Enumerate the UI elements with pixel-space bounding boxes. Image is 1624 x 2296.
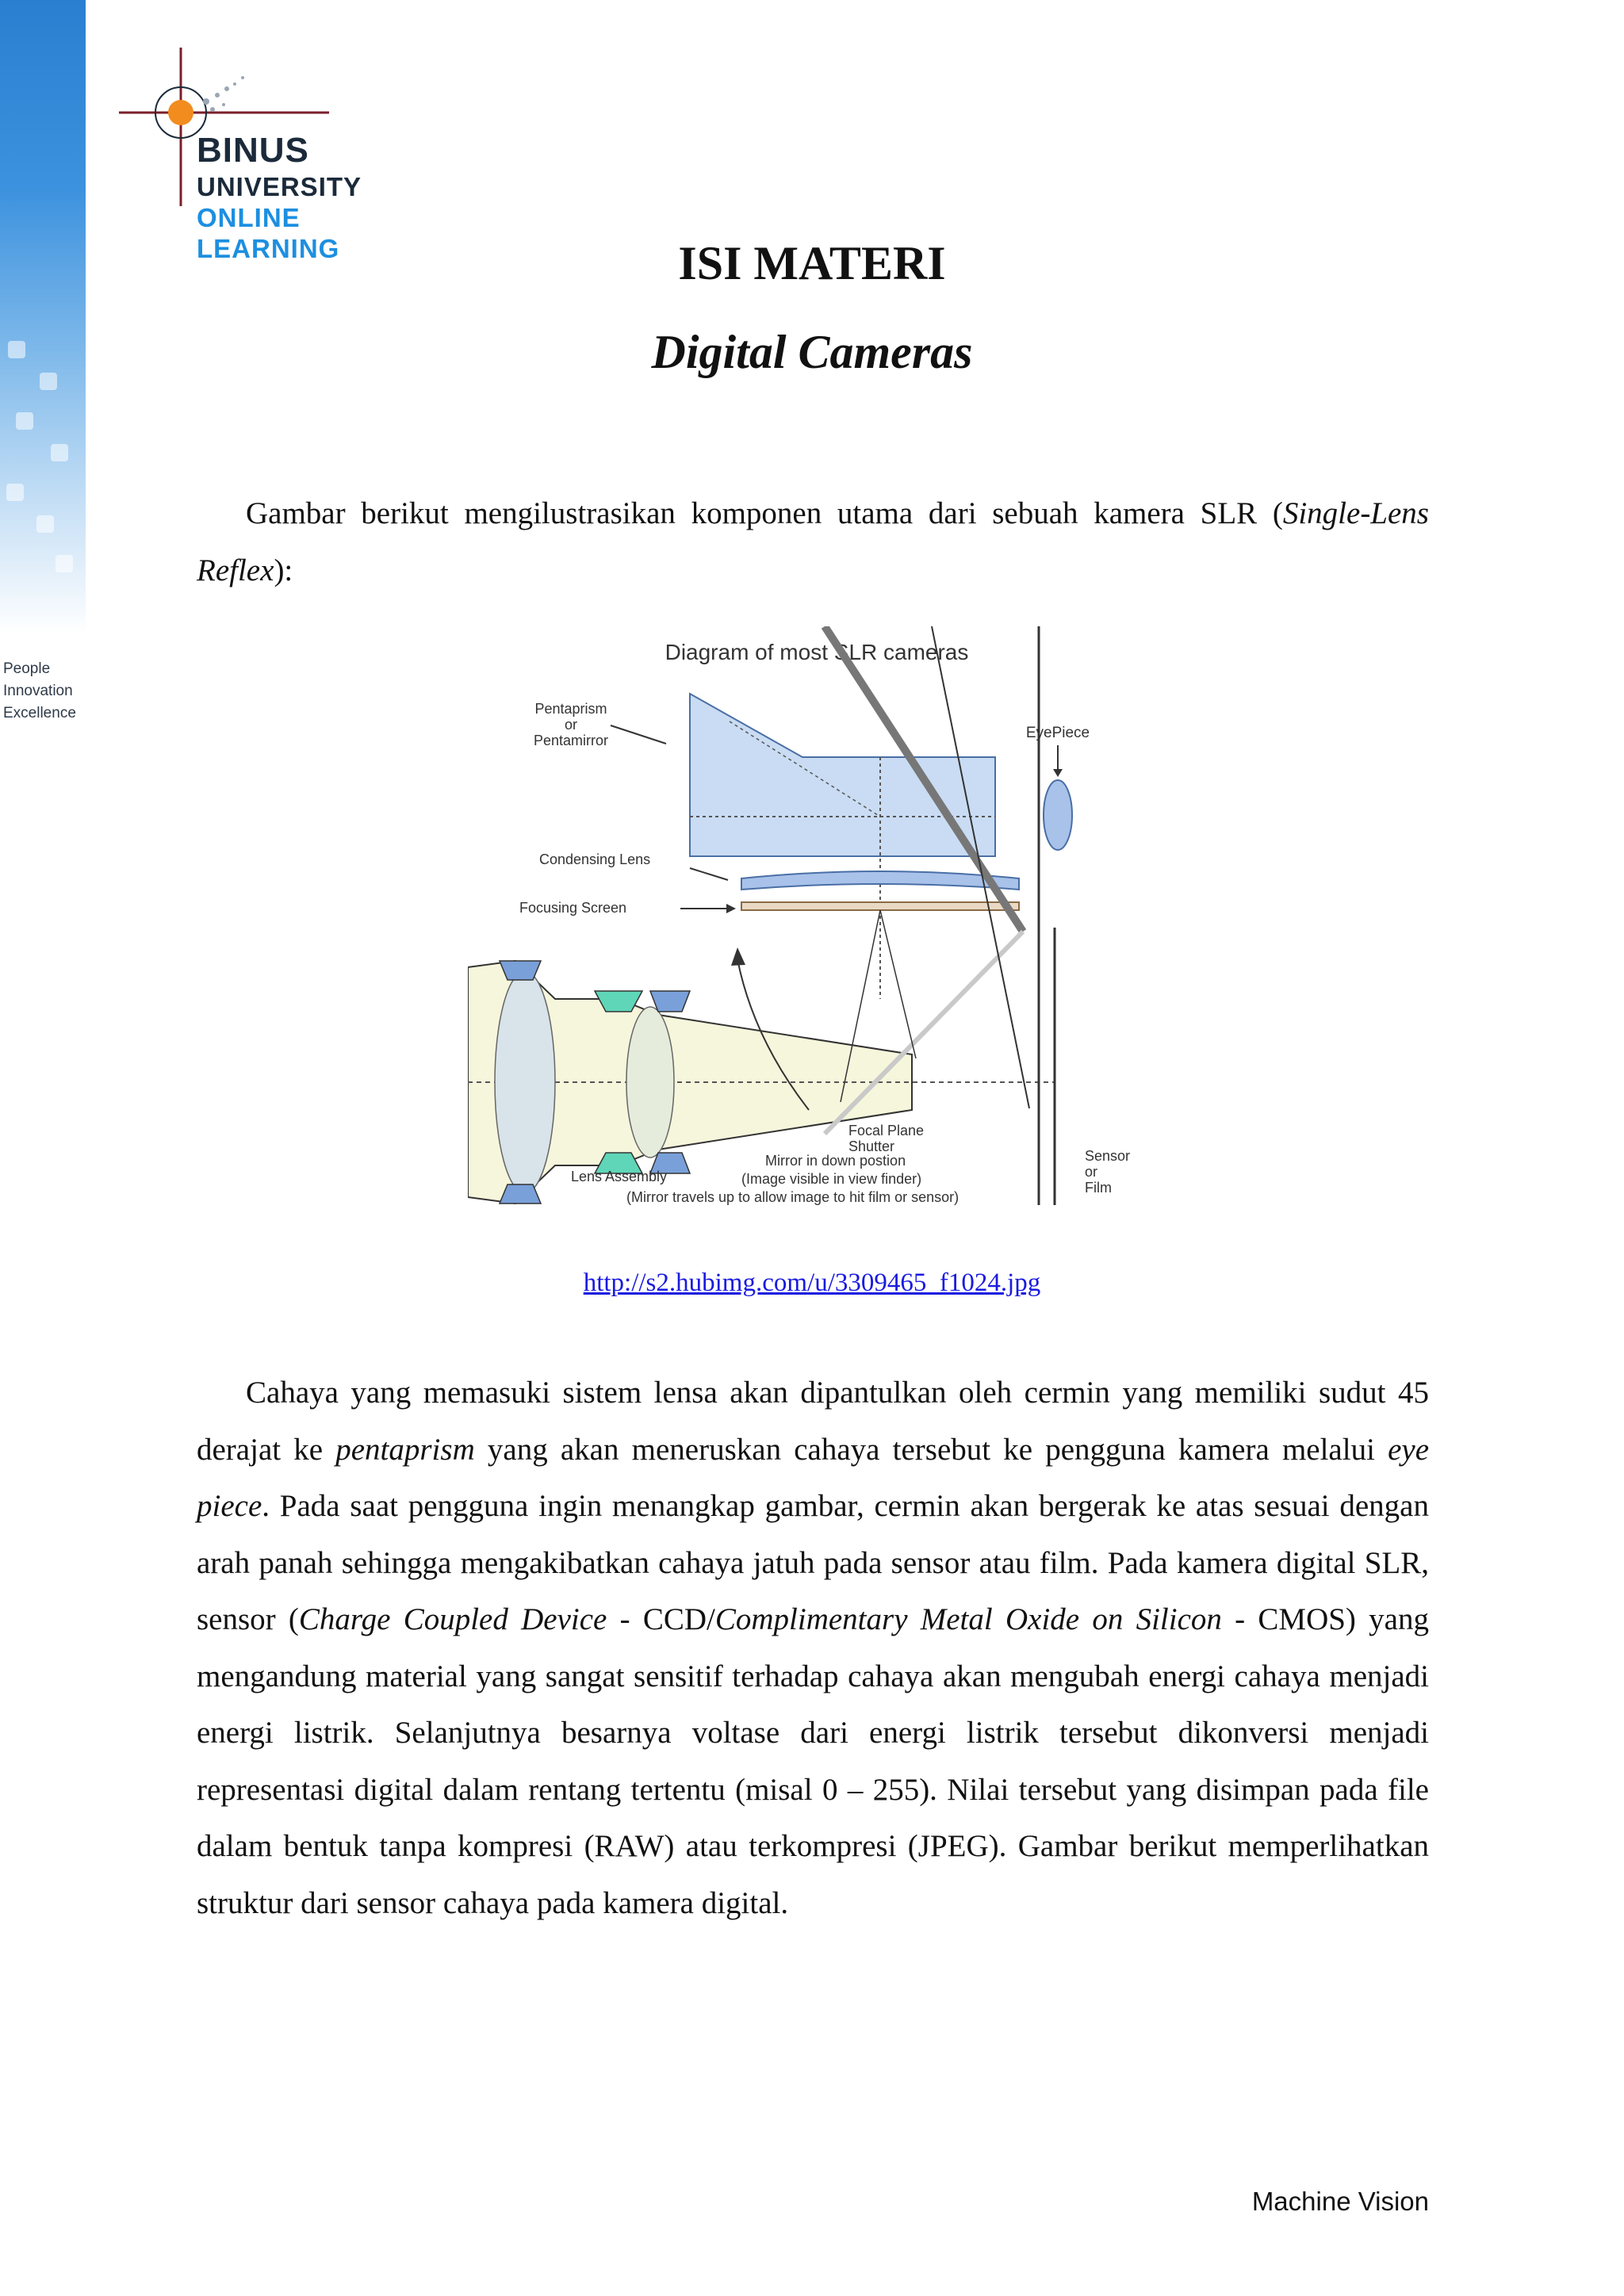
tagline [3, 658, 82, 725]
branding-strip [0, 0, 86, 634]
label-eyepiece: EyePiece [1025, 725, 1090, 741]
body-paragraph [197, 1364, 1429, 1931]
page-subtitle: Digital Cameras [651, 326, 973, 378]
italic-run: Single-Lens Reflex [197, 496, 1429, 587]
diagram-title: Diagram of most SLR cameras [665, 640, 969, 664]
logo-text-learning: LEARNING [197, 234, 340, 263]
decor-tile [36, 515, 54, 533]
lens-element [500, 961, 541, 980]
text-run: Gambar berikut mengilustrasikan komponen utama dari sebuah kamera SLR ( [246, 496, 1283, 530]
decor-tile [56, 555, 73, 572]
focusing-screen [741, 902, 1019, 910]
label-mirror-note2: (Mirror travels up to allow image to hit film or sensor) [626, 1189, 959, 1205]
logo-text-university: UNIVERSITY [197, 172, 362, 201]
label-shutter: Shutter [848, 1138, 895, 1154]
page-title: ISI MATERI [678, 237, 946, 289]
text-run: ): [274, 553, 293, 587]
slr-diagram-svg [468, 626, 1166, 1229]
label-pentaprism-or: or [564, 717, 578, 733]
italic-run: Charge Coupled Device [298, 1602, 607, 1636]
label-focusing-screen: Focusing Screen [519, 900, 627, 916]
text-run: - CMOS) yang mengandung material yang sangat sensitif terhadap cahaya akan mengubah energi cahaya menjadi energi listrik. Selanjutnya besarnya voltase dari energi listrik tersebut dikonversi menjadi representasi digital dalam rentang tertentu (misal 0 – 255). Nilai tersebut yang disimpan pada file dalam bentuk tanpa kompresi (RAW) atau terkompresi (JPEG). Gambar berikut memperlihatkan struktur dari sensor cahaya pada kamera digital. [197, 1602, 1429, 1920]
italic-run: pentaprism [335, 1432, 475, 1467]
text-run: . Pada saat pengguna ingin menangkap gambar, cermin akan bergerak ke atas sesuai dengan arah panah sehingga mengakibatkan cahaya jatuh pada sensor atau film. Pada kamera digital SLR, sensor ( [197, 1489, 1429, 1636]
label-pentaprism: Pentaprism [534, 701, 607, 717]
label-mirror: Mirror in down postion [765, 1153, 906, 1169]
text-run: - CCD/ [607, 1602, 715, 1636]
text-run: Cahaya yang memasuki sistem lensa akan dipantulkan oleh cermin yang memiliki sudut 45 derajat ke [197, 1376, 1429, 1467]
label-sensor: Sensor [1085, 1148, 1131, 1164]
pentaprism-shape [690, 694, 995, 856]
label-sensor-or: or [1085, 1164, 1098, 1180]
label-mirror-note1: (Image visible in view finder) [741, 1171, 922, 1187]
label-film: Film [1085, 1180, 1112, 1196]
decor-tile [6, 484, 24, 501]
label-focal-plane: Focal Plane [848, 1123, 925, 1138]
branding-gradient [0, 0, 86, 634]
italic-run: Complimentary Metal Oxide on Silicon [714, 1602, 1222, 1636]
text-run: yang akan meneruskan cahaya tersebut ke pengguna kamera melalui [474, 1432, 1388, 1467]
label-lens-assembly: Lens Assembly [571, 1169, 668, 1184]
footer-course-name: Machine Vision [1251, 2187, 1429, 2216]
eyepiece-lens [1044, 780, 1072, 850]
logo-text-binus: BINUS [197, 131, 309, 170]
tagline-line: Innovation [3, 683, 73, 699]
slr-diagram [468, 626, 1166, 1229]
tagline-line: Excellence [3, 705, 76, 721]
decor-tile [16, 412, 33, 430]
label-pentamirror: Pentamirror [533, 733, 609, 748]
decor-tile [51, 444, 68, 461]
tagline-line: People [3, 660, 51, 677]
label-condensing-lens: Condensing Lens [539, 851, 651, 867]
logo-text-online: ONLINE [197, 203, 301, 232]
italic-run: eye piece [197, 1432, 1430, 1523]
lens-element [500, 1184, 541, 1203]
image-source-link[interactable]: http://s2.hubimg.com/u/3309465_f1024.jpg [583, 1269, 1041, 1297]
intro-paragraph [197, 485, 1429, 599]
